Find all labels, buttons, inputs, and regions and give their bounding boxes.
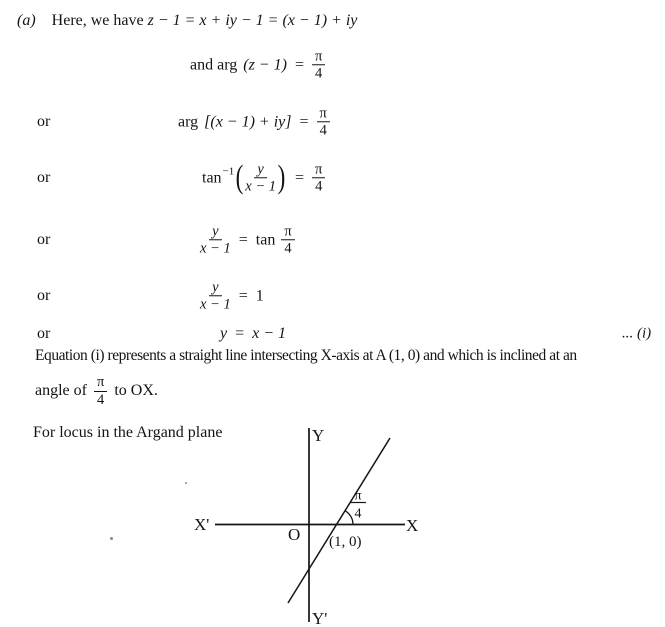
angle-of-text: angle of: [35, 382, 87, 399]
fraction-pi-4: $\frac{\pi}{4}$: [281, 223, 294, 256]
eq-prefix: arg: [178, 113, 199, 130]
equation-row-tan: [0, 218, 665, 262]
equation-number-tag: ... (i): [622, 325, 652, 342]
or-connective: or: [37, 325, 51, 342]
fraction-pi-4: $\frac{\pi}{4}$: [317, 105, 330, 138]
equation-row-arg-expanded: [0, 100, 665, 144]
to-ox-text: to OX.: [114, 382, 158, 399]
origin-label: O: [288, 525, 301, 544]
equation-row-arg: [0, 43, 665, 87]
eq-rhs: x − 1: [252, 325, 287, 342]
equals-sign: =: [238, 287, 248, 304]
equation-row-line: [0, 322, 665, 346]
equals-sign: =: [235, 325, 245, 342]
intercept-point-label: (1, 0): [329, 534, 362, 550]
equals-sign: =: [238, 231, 248, 248]
eq-lhs: y: [220, 325, 228, 342]
angle-label-numerator: π: [354, 488, 362, 504]
fraction-pi-4: $\frac{\pi}{4}$: [94, 374, 107, 407]
equation-row-one: [0, 274, 665, 318]
eq-expression: (z − 1): [243, 56, 287, 73]
explanation-paragraph-continued: [35, 369, 158, 413]
fraction-y-over-x-minus-1: $\frac{y}{x - 1}$: [200, 279, 231, 313]
tan-function: tan: [255, 231, 276, 248]
solution-intro-line: [17, 12, 357, 30]
inverse-superscript: −1: [222, 165, 235, 177]
item-label: (a): [17, 12, 36, 29]
argand-plane-diagram: [180, 420, 440, 627]
eq-expression: [(x − 1) + iy]: [204, 113, 292, 130]
x-axis-label: X: [406, 516, 419, 535]
intro-equation: z − 1 = x + iy − 1 = (x − 1) + iy: [147, 12, 358, 29]
explanation-paragraph: Equation (i) represents a straight line intersecting X-axis at A (1, 0) and which is inclined at an: [35, 347, 577, 364]
left-paren: (: [235, 159, 244, 196]
eq-prefix: and arg: [190, 56, 238, 73]
or-connective: or: [37, 231, 51, 248]
fraction-y-over-x-minus-1: $\frac{y}{x - 1}$: [200, 223, 231, 257]
or-connective: or: [37, 287, 51, 304]
equals-sign: =: [295, 169, 305, 186]
angle-label-denominator: 4: [354, 506, 362, 522]
equals-sign: =: [299, 113, 309, 130]
or-connective: or: [37, 169, 51, 186]
fraction-pi-4: $\frac{\pi}{4}$: [312, 161, 325, 194]
x-prime-axis-label: X': [194, 515, 210, 534]
equation-row-arctan: [0, 156, 665, 200]
fraction-y-over-x-minus-1: $\frac{y}{x - 1}$: [245, 161, 276, 195]
or-connective: or: [37, 113, 51, 130]
equals-sign: =: [294, 56, 304, 73]
y-prime-axis-label: Y': [312, 609, 328, 627]
eq-rhs: 1: [255, 287, 264, 304]
right-paren: ): [277, 159, 286, 196]
tan-function: tan: [202, 169, 222, 186]
y-axis-label: Y: [312, 426, 325, 445]
intro-text: Here, we have: [51, 12, 144, 29]
scan-speck: [110, 537, 113, 540]
fraction-pi-4: $\frac{\pi}{4}$: [312, 48, 325, 81]
angle-arc: [345, 511, 353, 525]
locus-heading: For locus in the Argand plane: [33, 424, 223, 441]
locus-line: [288, 438, 390, 603]
scan-speck: [185, 482, 187, 484]
